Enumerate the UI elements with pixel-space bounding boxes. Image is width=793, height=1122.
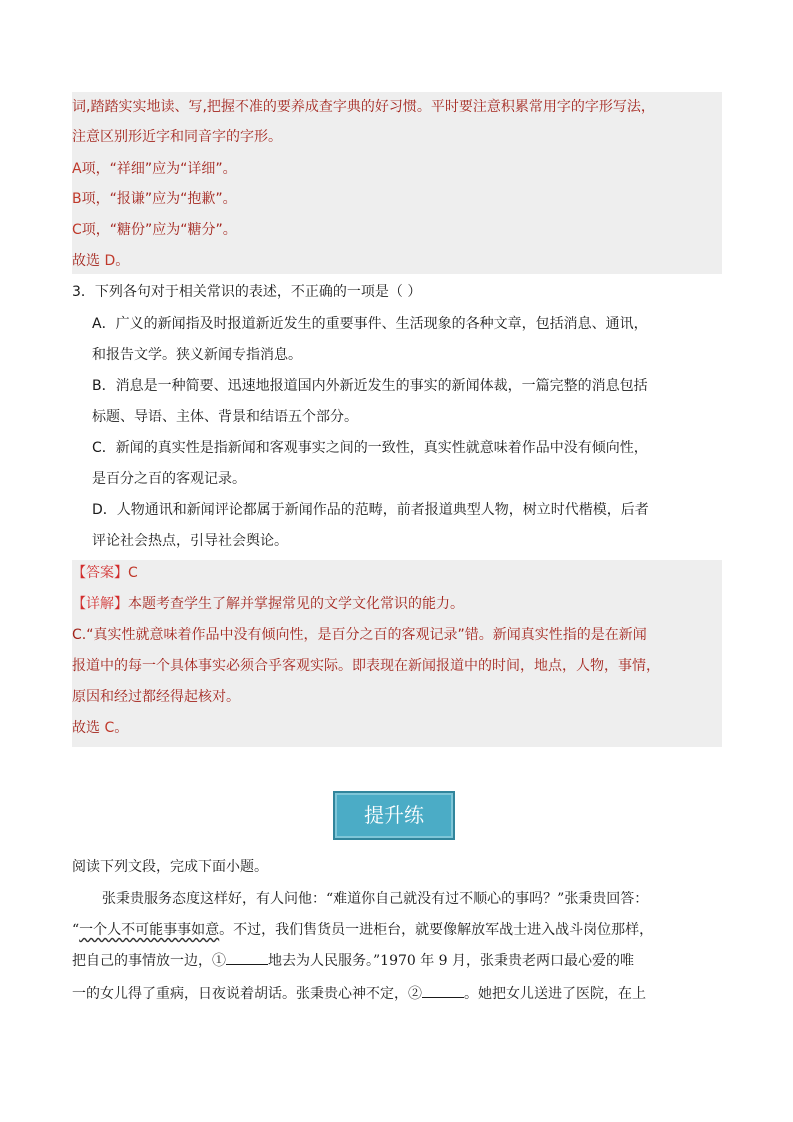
option-c-letter: C [72,222,82,238]
passage-line-3-b: 地去为人民服务。”1970 年 9 月，张秉贵老两口最心爱的唯 [268,953,635,969]
detail-text: 本题考查学生了解并掌握常见的文学文化常识的能力。 [128,596,464,612]
passage-line-4 [72,983,646,1004]
explanation-block-top [72,92,722,274]
blank-2[interactable] [422,983,464,998]
answer3-conclusion-end: 。 [114,720,129,736]
detail-line [72,594,464,614]
question-3-option-b-line1: B．消息是一种简要、迅速地报道国内外新近发生的事实的新闻体裁，一篇完整的消息包括 [92,378,648,394]
question-3-option-d-line1: D．人物通讯和新闻评论都属于新闻作品的范畴，前者报道典型人物，树立时代楷模，后者 [92,502,649,518]
passage-line-1: 张秉贵服务态度这样好，有人问他：“难道你自己就没有过不顺心的事吗？”张秉贵回答： [102,891,649,907]
question-3-stem: 3．下列各句对于相关常识的表述，不正确的一项是（ ） [72,284,422,300]
passage-open-quote: “ [72,922,80,938]
conclusion-end: 。 [115,253,130,269]
passage-line-3-a: 把自己的事情放一边， [72,953,212,969]
explanation-block-answer [72,560,722,747]
option-b-text: 项，“报谦”应为“抱歉”。 [81,191,237,207]
option-a-correction [72,159,237,179]
answer3-conclusion-letter: C [104,720,115,736]
option-a-text: 项，“祥细”应为“详细”。 [81,161,237,177]
blank-1[interactable] [226,950,268,965]
blank-2-marker: ② [408,986,422,1002]
question-3-option-a-line1: A．广义的新闻指及时报道新近发生的重要事件、生活现象的各种文章，包括消息、通讯， [92,316,648,332]
passage-line-2-rest: 。不过，我们售货员一进柜台，就要像解放军战士进入战斗岗位那样， [219,922,654,938]
section-title-badge: 提升练 [333,791,455,840]
option-c-text: 项，“糖份”应为“糖分”。 [81,222,237,238]
option-b-letter: B [72,191,82,207]
detail-label: 【详解】 [72,596,128,612]
passage-line-2 [72,920,653,940]
answer-explain-line-2: 报道中的每一个具体事实必须合乎客观实际。即表现在新闻报道中的时间，地点，人物，事情， [72,658,660,674]
answer3-conclusion [72,718,128,738]
question-3-option-c-line2: 是百分之百的客观记录。 [92,471,246,487]
question-3-option-d-line2: 评论社会热点，引导社会舆论。 [92,533,288,549]
blank-1-marker: ① [212,953,226,969]
conclusion-text: 故选 [72,253,105,269]
conclusion-letter: D [104,253,116,269]
passage-line-4-b: 。她把女儿送进了医院，在上 [464,986,646,1002]
answer-value: C [128,565,138,581]
answer-line [72,563,138,583]
option-a-letter: A [72,161,82,177]
explanation-line-1: 词,踏踏实实地读、写,把握不准的要养成查字典的好习惯。平时要注意积累常用字的字形写法， [72,99,655,115]
answer3-conclusion-text: 故选 [72,720,105,736]
question-3-option-c-line1: C．新闻的真实性是指新闻和客观事实之间的一致性，真实性就意味着作品中没有倾向性， [92,440,648,456]
answer-explain-line-1: C.“真实性就意味着作品中没有倾向性，是百分之百的客观记录”错。新闻真实性指的是在新闻 [72,627,647,643]
passage-line-3 [72,950,634,971]
explanation-line-2: 注意区别形近字和同音字的字形。 [72,129,282,145]
reading-intro: 阅读下列文段，完成下面小题。 [72,859,268,875]
wavy-underlined-phrase: 一个人不可能事事如意 [79,922,220,938]
question-3-option-a-line2: 和报告文学。狭义新闻专指消息。 [92,347,302,363]
option-b-correction [72,189,237,209]
passage-line-4-a: 一的女儿得了重病，日夜说着胡话。张秉贵心神不定， [72,986,408,1002]
block1-conclusion [72,251,129,271]
option-c-correction [72,220,237,240]
answer-label: 【答案】 [72,565,128,581]
answer-explain-line-3: 原因和经过都经得起核对。 [72,689,240,705]
question-3-option-b-line2: 标题、导语、主体、背景和结语五个部分。 [92,409,358,425]
